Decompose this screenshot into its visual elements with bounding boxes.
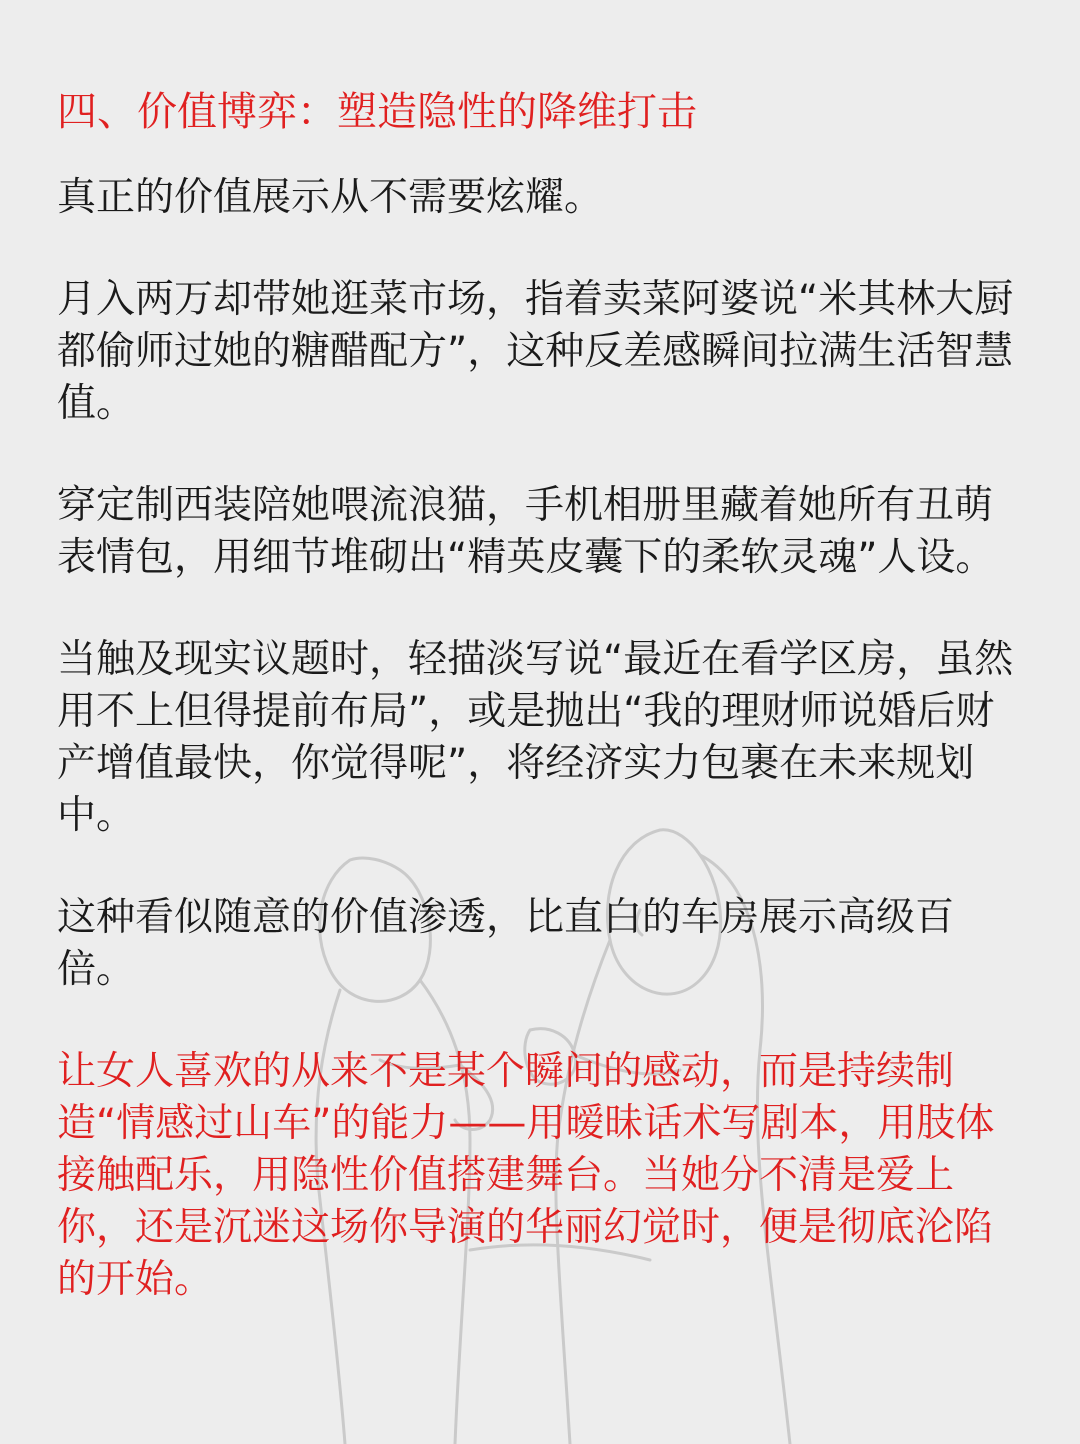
paragraph: 穿定制西装陪她喂流浪猫，手机相册里藏着她所有丑萌表情包，用细节堆砌出“精英皮囊下的柔软灵魂”人设。 <box>57 483 995 580</box>
paragraph: 真正的价值展示从不需要炫耀。 <box>57 175 604 220</box>
section-heading: 四、价值博弈：塑造隐性的降维打击 <box>57 89 697 135</box>
paragraph: 这种看似随意的价值渗透，比直白的车房展示高级百倍。 <box>57 895 955 992</box>
paragraph: 月入两万却带她逛菜市场，指着卖菜阿婆说“米其林大厨都偷师过她的糖醋配方”，这种反差感瞬间拉满生活智慧值。 <box>57 277 1014 426</box>
conclusion-paragraph: 让女人喜欢的从来不是某个瞬间的感动，而是持续制造“情感过山车”的能力——用暧昧话术写剧本，用肢体接触配乐，用隐性价值搭建舞台。当她分不清是爱上你，还是沉迷这场你导演的华丽幻觉时，便是彻底沦陷的开始。 <box>57 1049 995 1302</box>
article-content <box>57 84 1023 1356</box>
paragraph: 当触及现实议题时，轻描淡写说“最近在看学区房，虽然用不上但得提前布局”，或是抛出“我的理财师说婚后财产增值最快，你觉得呢”，将经济实力包裹在未来规划中。 <box>57 637 1014 838</box>
